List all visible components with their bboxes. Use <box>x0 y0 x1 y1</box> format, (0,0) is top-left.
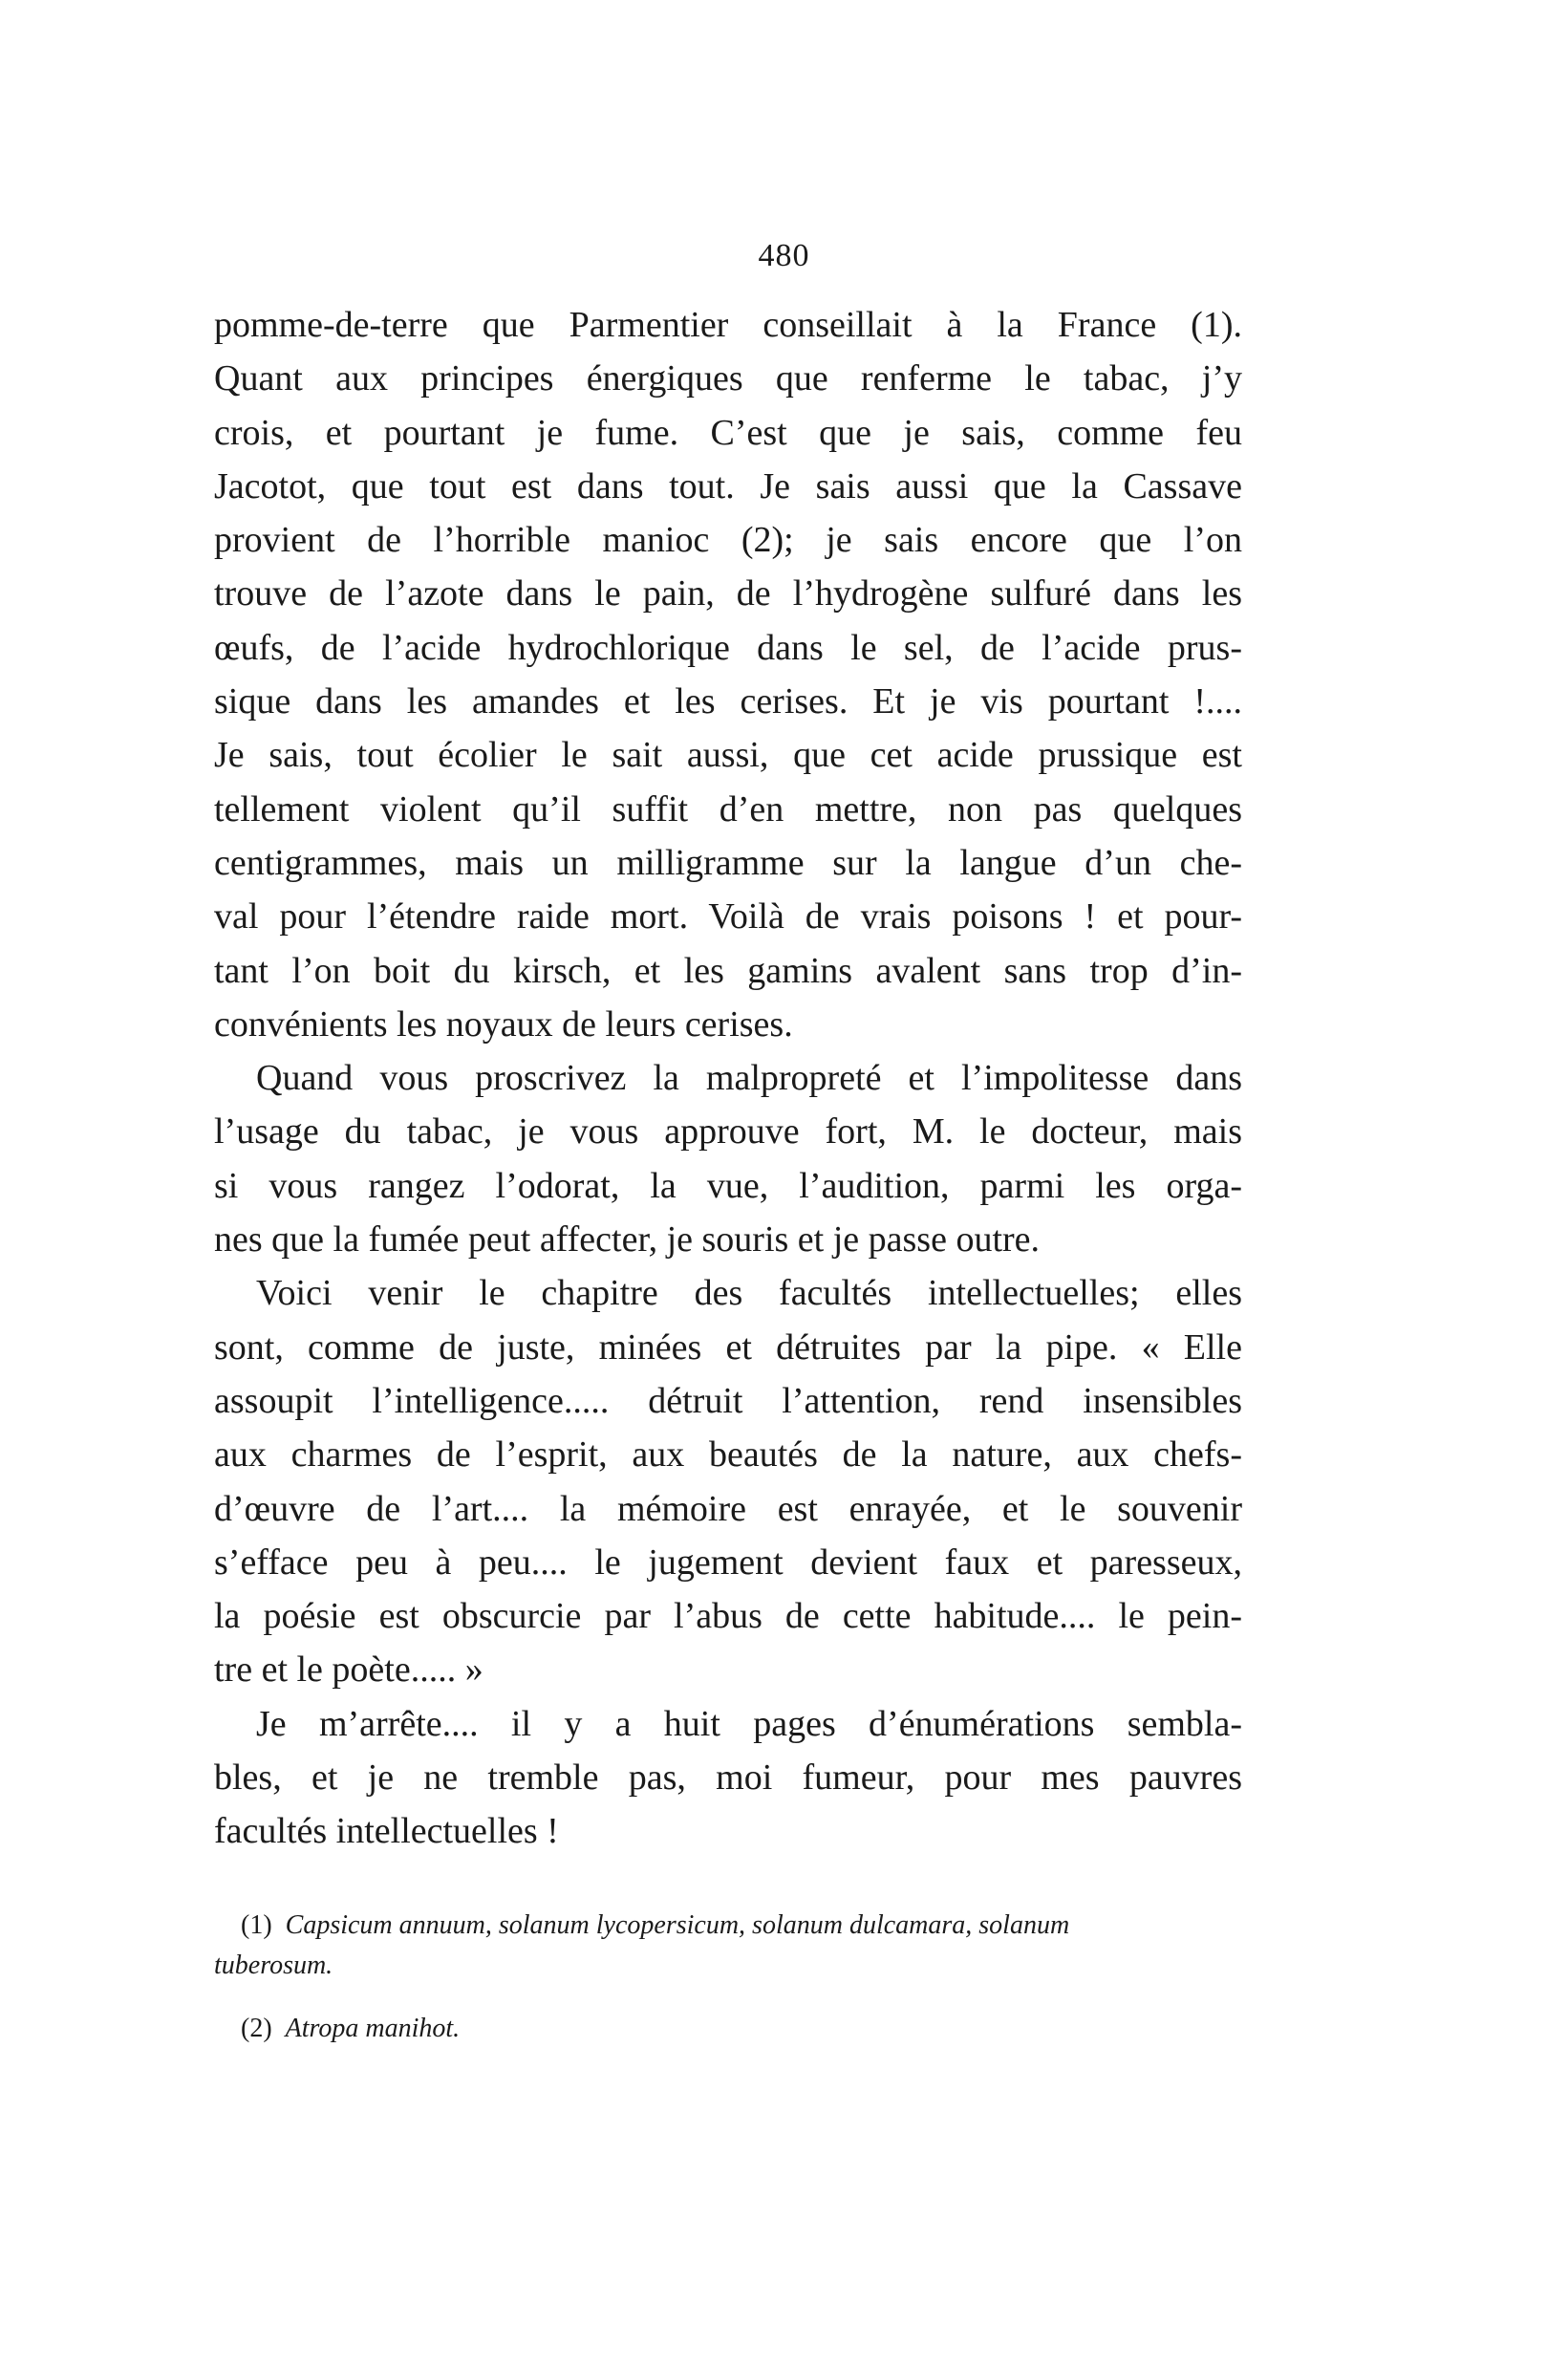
footnote-text: Capsicum annuum, solanum lycopersicum, solanum dulcamara, solanum <box>285 1910 1070 1940</box>
footnote-marker: (1) <box>241 1910 272 1940</box>
text-line: trouve de l’azote dans le pain, de l’hydrogène sulfuré dans les <box>214 573 1242 614</box>
footnote-line <box>214 2009 1242 2049</box>
text-line: centigrammes, mais un milligramme sur la langue d’un che- <box>214 842 1242 883</box>
text-line: crois, et pourtant je fume. C’est que je sais, comme feu <box>214 412 1242 453</box>
text-line: Je m’arrête.... il y a huit pages d’énumérations sembla- <box>256 1703 1242 1744</box>
text-line: convénients les noyaux de leurs cerises. <box>214 1003 793 1045</box>
text-line: aux charmes de l’esprit, aux beautés de la nature, aux chefs- <box>214 1434 1242 1476</box>
text-line: provient de l’horrible manioc (2); je sais encore que l’on <box>214 520 1242 561</box>
footnote-2 <box>214 2009 1242 2049</box>
text-line: nes que la fumée peut affecter, je souris et je passe outre. <box>214 1219 1041 1261</box>
text-line: tant l’on boit du kirsch, et les gamins avalent sans trop d’in- <box>214 950 1242 991</box>
text-line: si vous rangez l’odorat, la vue, l’audition, parmi les orga- <box>214 1165 1242 1206</box>
text-line: Quant aux principes énergiques que renferme le tabac, j’y <box>214 358 1242 399</box>
footnotes <box>214 1906 1242 2049</box>
body-text <box>214 298 1242 1859</box>
footnote-marker: (2) <box>241 2014 272 2043</box>
footnote-1 <box>214 1906 1242 1986</box>
text-line: Jacotot, que tout est dans tout. Je sais aussi que la Cassave <box>214 465 1242 507</box>
footnote-line <box>214 1906 1242 1946</box>
text-line: Je sais, tout écolier le sait aussi, que cet acide prussique est <box>214 735 1242 776</box>
text-line: œufs, de l’acide hydrochlorique dans le sel, de l’acide prus- <box>214 627 1242 668</box>
text-line: s’efface peu à peu.... le jugement devient faux et paresseux, <box>214 1541 1242 1583</box>
text-line: Quand vous proscrivez la malpropreté et l’impolitesse dans <box>256 1058 1242 1099</box>
text-line: facultés intellectuelles ! <box>214 1811 559 1852</box>
text-line: tre et le poète..... » <box>214 1649 483 1691</box>
text-line: assoupit l’intelligence..... détruit l’attention, rend insensibles <box>214 1380 1242 1421</box>
footnote-text: Atropa manihot. <box>285 2014 461 2043</box>
text-line: bles, et je ne tremble pas, moi fumeur, pour mes pauvres <box>214 1757 1242 1799</box>
text-line: val pour l’étendre raide mort. Voilà de vrais poisons ! et pour- <box>214 896 1242 938</box>
text-line: la poésie est obscurcie par l’abus de cette habitude.... le pein- <box>214 1596 1242 1637</box>
text-line: tellement violent qu’il suffit d’en mettre, non pas quelques <box>214 788 1242 830</box>
text-line: sont, comme de juste, minées et détruites par la pipe. « Elle <box>214 1326 1242 1368</box>
text-line: pomme-de-terre que Parmentier conseillait à la France (1). <box>214 305 1242 345</box>
page-number: 480 <box>758 238 810 273</box>
text-line: l’usage du tabac, je vous approuve fort, M. le docteur, mais <box>214 1111 1242 1153</box>
text-line: d’œuvre de l’art.... la mémoire est enrayée, et le souvenir <box>214 1488 1242 1529</box>
text-line: Voici venir le chapitre des facultés intellectuelles; elles <box>256 1273 1242 1314</box>
text-line: sique dans les amandes et les cerises. Et je vis pourtant !.... <box>214 681 1242 722</box>
footnote-text-continued: tuberosum. <box>214 1951 333 1980</box>
